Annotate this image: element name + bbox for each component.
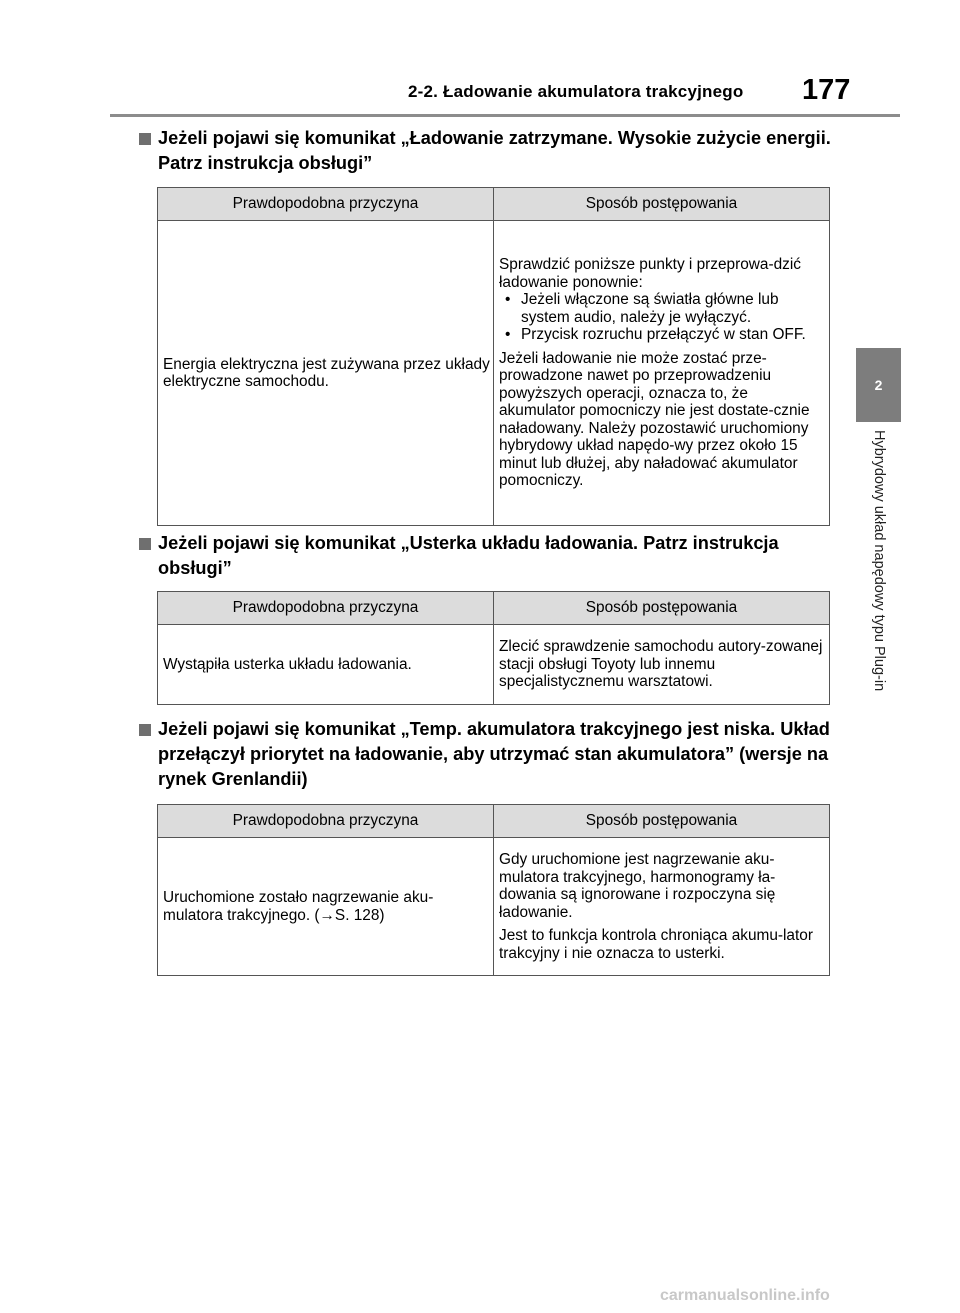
action-cell bbox=[494, 221, 830, 526]
chapter-number: 2 bbox=[874, 377, 883, 393]
section-header-title: 2-2. Ładowanie akumulatora trakcyjnego bbox=[408, 82, 744, 101]
section-3-title bbox=[158, 717, 838, 792]
watermark: carmanualsonline.info bbox=[660, 1287, 830, 1304]
header-divider bbox=[110, 114, 900, 117]
cause-cell: Uruchomione zostało nagrzewanie aku-mulatora trakcyjnego. (→S. 128) bbox=[158, 838, 494, 976]
col-header-cause: Prawdopodobna przyczyna bbox=[158, 592, 494, 625]
section-2-title-text: Jeżeli pojawi się komunikat „Usterka układu ładowania. Patrz instrukcja obsługi” bbox=[158, 533, 779, 578]
section-2-table bbox=[157, 591, 830, 705]
page-number: 177 bbox=[802, 74, 851, 106]
action-paragraph: Jest to funkcja kontrola chroniąca akumu-lator trakcyjny i nie oznacza to usterki. bbox=[499, 927, 813, 962]
chapter-tab bbox=[856, 348, 901, 422]
chapter-side-label: Hybrydowy układ napędowy typu Plug-in bbox=[871, 430, 887, 692]
action-item: • Jeżeli włączone są światła główne lub system audio, należy je wyłączyć. bbox=[499, 291, 826, 326]
section-2-title bbox=[158, 531, 838, 581]
action-note: Jeżeli ładowanie nie może zostać prze-prowadzone nawet po przeprowadzeniu powyższych operacji, oznacza to, że akumulator pomocniczy nie jest dostate-cznie naładowany. Należy pozostawić uruchomiony hybrydowy układ napędo-wy przez około 15 minut lub dłużej, aby naładować akumulator pomocniczy. bbox=[499, 349, 810, 490]
square-bullet-icon bbox=[139, 538, 151, 550]
cause-cell: Wystąpiła usterka układu ładowania. bbox=[158, 625, 494, 705]
action-item: • Przycisk rozruchu przełączyć w stan OFF. bbox=[499, 326, 826, 344]
action-cell bbox=[494, 838, 830, 976]
action-intro: Sprawdzić poniższe punkty i przeprowa-dzić ładowanie ponownie: bbox=[499, 256, 801, 291]
action-cell: Zlecić sprawdzenie samochodu autory-zowanej stacji obsługi Toyoty lub innemu specjalistycznemu warsztatowi. bbox=[494, 625, 830, 705]
section-3-table bbox=[157, 804, 830, 976]
section-3-title-text: Jeżeli pojawi się komunikat „Temp. akumulatora trakcyjnego jest niska. Układ przełączył priorytet na ładowanie, aby utrzymać stan akumulatora” (wersje na rynek Grenlandii) bbox=[158, 719, 830, 789]
col-header-cause: Prawdopodobna przyczyna bbox=[158, 805, 494, 838]
square-bullet-icon bbox=[139, 724, 151, 736]
section-1-title-text: Jeżeli pojawi się komunikat „Ładowanie zatrzymane. Wysokie zużycie energii. Patrz instrukcja obsługi” bbox=[158, 128, 831, 173]
action-paragraph: Gdy uruchomione jest nagrzewanie aku-mulatora trakcyjnego, harmonogramy ła-dowania są ignorowane i rozpoczyna się ładowanie. bbox=[499, 851, 776, 921]
col-header-action: Sposób postępowania bbox=[494, 592, 830, 625]
section-1-title bbox=[158, 126, 838, 176]
col-header-action: Sposób postępowania bbox=[494, 805, 830, 838]
col-header-cause: Prawdopodobna przyczyna bbox=[158, 188, 494, 221]
section-1-table bbox=[157, 187, 830, 526]
square-bullet-icon bbox=[139, 133, 151, 145]
cause-cell: Energia elektryczna jest zużywana przez układy elektryczne samochodu. bbox=[158, 221, 494, 526]
col-header-action: Sposób postępowania bbox=[494, 188, 830, 221]
